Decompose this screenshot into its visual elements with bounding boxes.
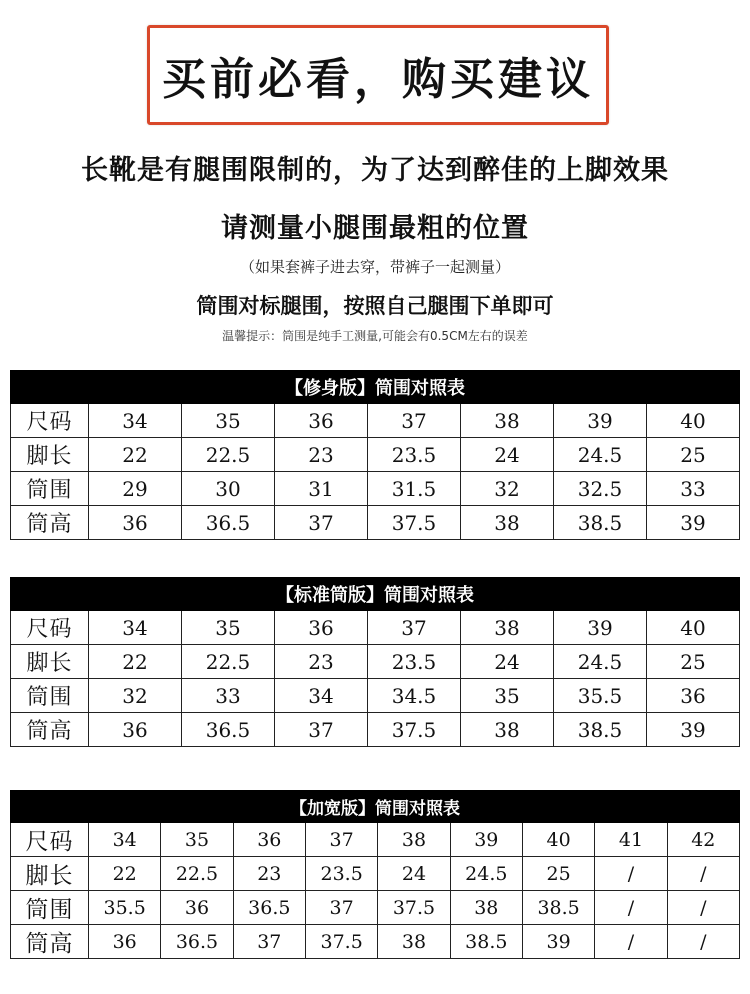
slim-size-table: [10, 370, 740, 540]
table-cell: 37.5: [368, 506, 461, 540]
table-caption-row: [11, 791, 740, 823]
table-cell: 36: [89, 925, 161, 959]
table-cell: /: [595, 857, 667, 891]
table-cell: 24.5: [554, 438, 647, 472]
table-cell: 34.5: [368, 679, 461, 713]
page-title: 买前必看，购买建议: [162, 54, 594, 105]
slim-table-caption: 【修身版】筒围对照表: [11, 371, 740, 404]
table-cell: 39: [450, 823, 522, 857]
table-cell: 25: [522, 857, 594, 891]
table-cell: 38: [450, 891, 522, 925]
table-cell: 40: [647, 611, 740, 645]
table-cell: 38.5: [554, 713, 647, 747]
table-cell: 30: [182, 472, 275, 506]
table-cell: 23.5: [368, 645, 461, 679]
table-row: [11, 823, 740, 857]
table-cell: /: [595, 925, 667, 959]
table-cell: 38: [378, 823, 450, 857]
table-cell: 36.5: [233, 891, 305, 925]
table-cell: 36: [275, 611, 368, 645]
table-row: [11, 713, 740, 747]
row-label: 筒高: [11, 925, 89, 959]
table-cell: 38.5: [554, 506, 647, 540]
table-cell: 23: [275, 645, 368, 679]
table-cell: 37: [275, 713, 368, 747]
table-cell: 39: [522, 925, 594, 959]
table-cell: /: [667, 857, 739, 891]
table-cell: 22.5: [182, 438, 275, 472]
table-cell: 36.5: [161, 925, 233, 959]
row-label: 尺码: [11, 823, 89, 857]
table-cell: 22.5: [161, 857, 233, 891]
table-cell: 37: [275, 506, 368, 540]
table-cell: 34: [89, 404, 182, 438]
table-cell: 31.5: [368, 472, 461, 506]
table-row: [11, 857, 740, 891]
table-cell: 36: [233, 823, 305, 857]
row-label: 筒围: [11, 891, 89, 925]
table-cell: 39: [554, 611, 647, 645]
table-cell: 24: [378, 857, 450, 891]
row-label: 筒高: [11, 713, 89, 747]
table-cell: 38.5: [450, 925, 522, 959]
table-cell: 37: [368, 404, 461, 438]
table-cell: 22: [89, 857, 161, 891]
table-cell: 23: [275, 438, 368, 472]
table-cell: 35: [161, 823, 233, 857]
table-cell: 34: [275, 679, 368, 713]
row-label: 筒高: [11, 506, 89, 540]
table-row: [11, 438, 740, 472]
row-label: 尺码: [11, 404, 89, 438]
table-cell: 36: [89, 713, 182, 747]
table-cell: 32: [89, 679, 182, 713]
table-cell: 25: [647, 645, 740, 679]
table-cell: 39: [647, 713, 740, 747]
intro-line-pants-note: （如果套裤子进去穿，带裤子一起测量）: [239, 258, 510, 276]
table-cell: 37: [305, 891, 377, 925]
table-cell: 25: [647, 438, 740, 472]
table-cell: 22: [89, 438, 182, 472]
table-cell: /: [667, 891, 739, 925]
table-cell: 37: [305, 823, 377, 857]
table-cell: 22: [89, 645, 182, 679]
table-cell: 23.5: [305, 857, 377, 891]
table-cell: 29: [89, 472, 182, 506]
intro-line-order-guide: 筒围对标腿围，按照自己腿围下单即可: [196, 294, 554, 318]
title-box: [147, 25, 609, 125]
wide-size-table: [10, 790, 740, 959]
table-row: [11, 506, 740, 540]
table-cell: 36: [275, 404, 368, 438]
intro-line-measure: 请测量小腿围最粗的位置: [221, 213, 529, 244]
table-cell: 39: [554, 404, 647, 438]
table-cell: 24: [461, 645, 554, 679]
table-cell: 23.5: [368, 438, 461, 472]
table-cell: 35: [182, 404, 275, 438]
table-cell: 32: [461, 472, 554, 506]
table-cell: 40: [522, 823, 594, 857]
table-cell: 37.5: [305, 925, 377, 959]
standard-size-table: [10, 577, 740, 747]
table-cell: 23: [233, 857, 305, 891]
table-row: [11, 891, 740, 925]
table-cell: 37: [368, 611, 461, 645]
table-cell: 33: [182, 679, 275, 713]
table-row: [11, 925, 740, 959]
table-cell: 35: [182, 611, 275, 645]
table-cell: 36: [647, 679, 740, 713]
table-cell: 24.5: [554, 645, 647, 679]
table-cell: 38: [461, 611, 554, 645]
table-row: [11, 645, 740, 679]
table-cell: 38: [461, 404, 554, 438]
table-cell: /: [667, 925, 739, 959]
table-cell: 34: [89, 611, 182, 645]
table-cell: 22.5: [182, 645, 275, 679]
standard-table-caption: 【标准筒版】筒围对照表: [11, 578, 740, 611]
intro-line-limit: 长靴是有腿围限制的，为了达到醉佳的上脚效果: [81, 155, 669, 186]
table-cell: /: [595, 891, 667, 925]
table-cell: 39: [647, 506, 740, 540]
table-caption-row: [11, 578, 740, 611]
row-label: 筒围: [11, 679, 89, 713]
table-cell: 32.5: [554, 472, 647, 506]
table-cell: 37.5: [368, 713, 461, 747]
table-cell: 37.5: [378, 891, 450, 925]
row-label: 筒围: [11, 472, 89, 506]
table-cell: 31: [275, 472, 368, 506]
table-cell: 36.5: [182, 506, 275, 540]
table-cell: 36: [89, 506, 182, 540]
table-cell: 33: [647, 472, 740, 506]
table-cell: 24.5: [450, 857, 522, 891]
table-cell: 35.5: [554, 679, 647, 713]
table-cell: 34: [89, 823, 161, 857]
table-cell: 24: [461, 438, 554, 472]
table-cell: 37: [233, 925, 305, 959]
table-cell: 35.5: [89, 891, 161, 925]
row-label: 尺码: [11, 611, 89, 645]
table-cell: 41: [595, 823, 667, 857]
table-cell: 38.5: [522, 891, 594, 925]
table-cell: 40: [647, 404, 740, 438]
wide-table-caption: 【加宽版】筒围对照表: [11, 791, 740, 823]
table-row: [11, 472, 740, 506]
table-cell: 36: [161, 891, 233, 925]
table-row: [11, 679, 740, 713]
table-row: [11, 611, 740, 645]
intro-line-tolerance-tip: 温馨提示：筒围是纯手工测量,可能会有0.5CM左右的误差: [222, 329, 528, 343]
row-label: 脚长: [11, 645, 89, 679]
table-row: [11, 404, 740, 438]
table-caption-row: [11, 371, 740, 404]
row-label: 脚长: [11, 438, 89, 472]
table-cell: 35: [461, 679, 554, 713]
table-cell: 38: [461, 713, 554, 747]
table-cell: 38: [378, 925, 450, 959]
table-cell: 36.5: [182, 713, 275, 747]
table-cell: 42: [667, 823, 739, 857]
row-label: 脚长: [11, 857, 89, 891]
table-cell: 38: [461, 506, 554, 540]
